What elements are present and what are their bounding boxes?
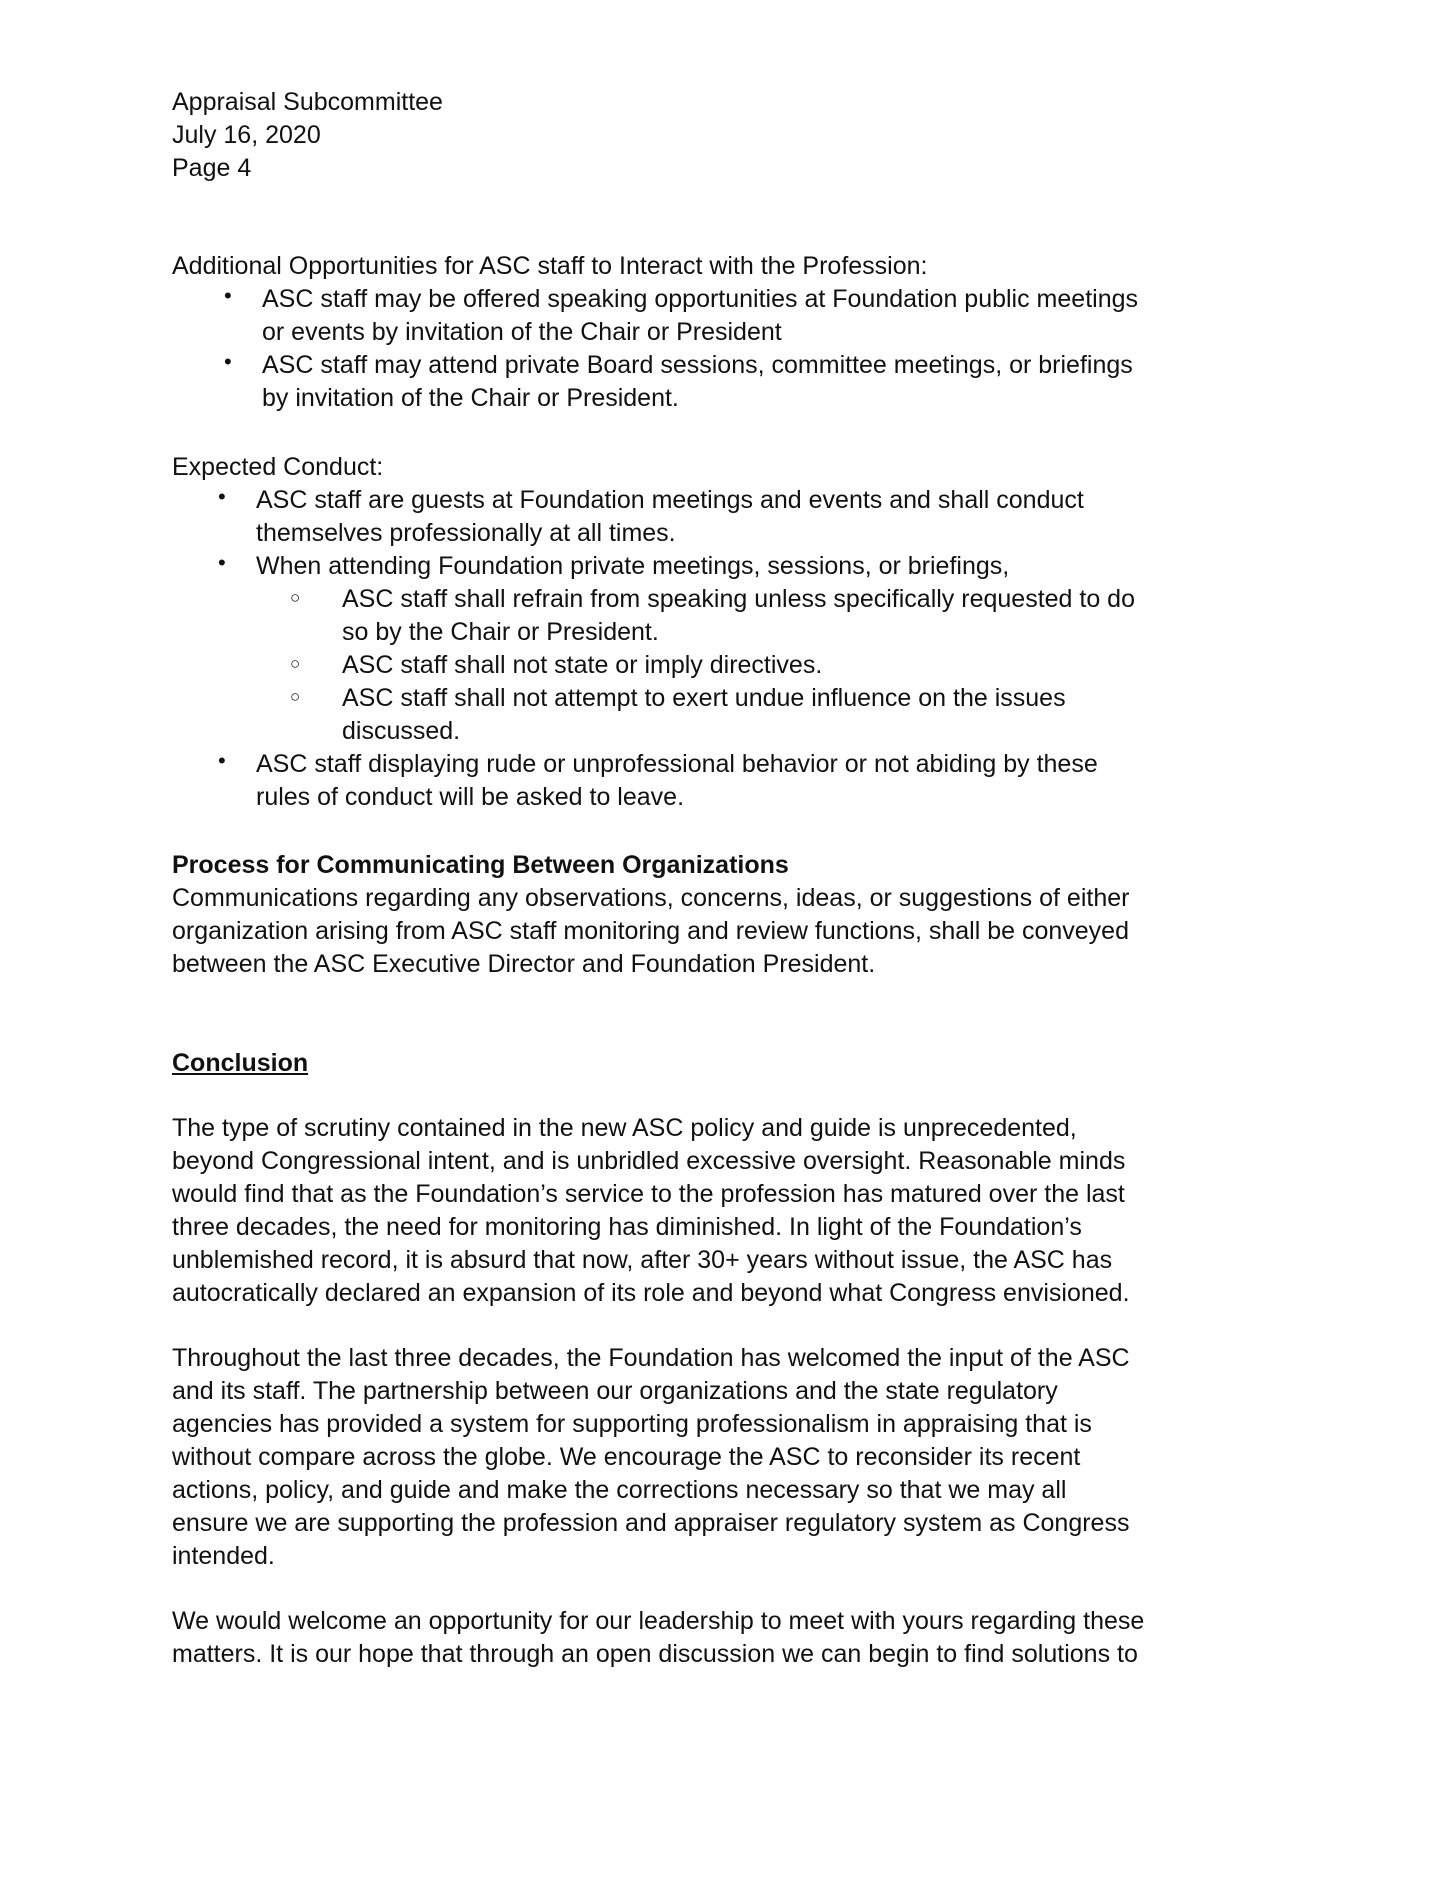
bullet-text-line: ASC staff are guests at Foundation meetings and events and shall conduct xyxy=(256,486,1084,514)
bullet-text-line: When attending Foundation private meetings, sessions, or briefings, xyxy=(256,552,1010,580)
bullet-icon: • xyxy=(218,550,226,575)
bullet-item xyxy=(172,283,1138,349)
header-line: July 16, 2020 xyxy=(172,121,321,149)
bullet-text-line: rules of conduct will be asked to leave. xyxy=(256,783,685,811)
bullet-icon: • xyxy=(218,484,226,509)
paragraph-line: autocratically declared an expansion of its role and beyond what Congress envisioned. xyxy=(172,1279,1130,1307)
paragraph-line: organization arising from ASC staff monitoring and review functions, shall be conveyed xyxy=(172,917,1129,945)
paragraph-line: three decades, the need for monitoring has diminished. In light of the Foundation’s xyxy=(172,1213,1082,1241)
sub-bullet-item xyxy=(290,682,1135,748)
paragraph-line: Throughout the last three decades, the Foundation has welcomed the input of the ASC xyxy=(172,1344,1130,1372)
paragraph-line: intended. xyxy=(172,1542,275,1570)
opportunities-section xyxy=(172,250,1138,415)
paragraph-line: agencies has provided a system for supporting professionalism in appraising that is xyxy=(172,1410,1092,1438)
paragraph xyxy=(172,1605,1144,1671)
section-heading: Additional Opportunities for ASC staff to Interact with the Profession: xyxy=(172,252,928,280)
conclusion-section xyxy=(172,1047,1144,1671)
paragraph-line: matters. It is our hope that through an open discussion we can begin to find solutions to xyxy=(172,1640,1138,1668)
sub-bullet-text-line: discussed. xyxy=(342,717,461,745)
bullet-icon: • xyxy=(224,283,232,308)
bullet-text-line: ASC staff may attend private Board sessions, committee meetings, or briefings xyxy=(262,351,1133,379)
paragraph-line: unblemished record, it is absurd that now, after 30+ years without issue, the ASC has xyxy=(172,1246,1113,1274)
paragraph-line: ensure we are supporting the profession and appraiser regulatory system as Congress xyxy=(172,1509,1130,1537)
paragraph xyxy=(172,1342,1144,1573)
sub-bullet-text-line: ASC staff shall not attempt to exert undue influence on the issues xyxy=(342,684,1066,712)
bullet-text-line: by invitation of the Chair or President. xyxy=(262,384,679,412)
bullet-item xyxy=(172,484,1135,550)
header-line: Appraisal Subcommittee xyxy=(172,88,443,116)
paragraph-line: Communications regarding any observations, concerns, ideas, or suggestions of either xyxy=(172,884,1130,912)
bullet-icon: • xyxy=(224,349,232,374)
bullet-text-line: or events by invitation of the Chair or President xyxy=(262,318,782,346)
header-line: Page 4 xyxy=(172,154,252,182)
circle-bullet-icon: ○ xyxy=(290,588,301,607)
bullet-item xyxy=(172,748,1135,814)
sub-bullet-item xyxy=(290,583,1135,649)
paragraph-line: and its staff. The partnership between our organizations and the state regulatory xyxy=(172,1377,1058,1405)
paragraph-line: between the ASC Executive Director and Foundation President. xyxy=(172,950,876,978)
section-heading: Expected Conduct: xyxy=(172,453,384,481)
paragraph-line: actions, policy, and guide and make the corrections necessary so that we may all xyxy=(172,1476,1067,1504)
section-heading: Process for Communicating Between Organizations xyxy=(172,851,789,879)
paragraph xyxy=(172,1112,1144,1310)
sub-bullet-text-line: ASC staff shall refrain from speaking unless specifically requested to do xyxy=(342,585,1135,613)
bullet-text-line: ASC staff displaying rude or unprofessional behavior or not abiding by these xyxy=(256,750,1098,778)
sub-bullet-item xyxy=(290,649,1135,682)
sub-bullet-text-line: so by the Chair or President. xyxy=(342,618,659,646)
section-heading: Conclusion xyxy=(172,1049,309,1077)
circle-bullet-icon: ○ xyxy=(290,654,301,673)
sub-bullet-text-line: ASC staff shall not state or imply directives. xyxy=(342,651,823,679)
paragraph-line: would find that as the Foundation’s service to the profession has matured over the last xyxy=(172,1180,1125,1208)
paragraph-line: beyond Congressional intent, and is unbridled excessive oversight. Reasonable minds xyxy=(172,1147,1126,1175)
bullet-text-line: ASC staff may be offered speaking opportunities at Foundation public meetings xyxy=(262,285,1139,313)
bullet-text-line: themselves professionally at all times. xyxy=(256,519,676,547)
bullet-item xyxy=(172,550,1135,748)
paragraph-line: The type of scrutiny contained in the new ASC policy and guide is unprecedented, xyxy=(172,1114,1077,1142)
letter-header xyxy=(172,86,443,185)
circle-bullet-icon: ○ xyxy=(290,687,301,706)
bullet-icon: • xyxy=(218,748,226,773)
expected-conduct-section xyxy=(172,451,1135,814)
bullet-item xyxy=(172,349,1138,415)
paragraph-line: without compare across the globe. We encourage the ASC to reconsider its recent xyxy=(172,1443,1081,1471)
paragraph-line: We would welcome an opportunity for our leadership to meet with yours regarding these xyxy=(172,1607,1145,1635)
process-section xyxy=(172,849,1129,981)
